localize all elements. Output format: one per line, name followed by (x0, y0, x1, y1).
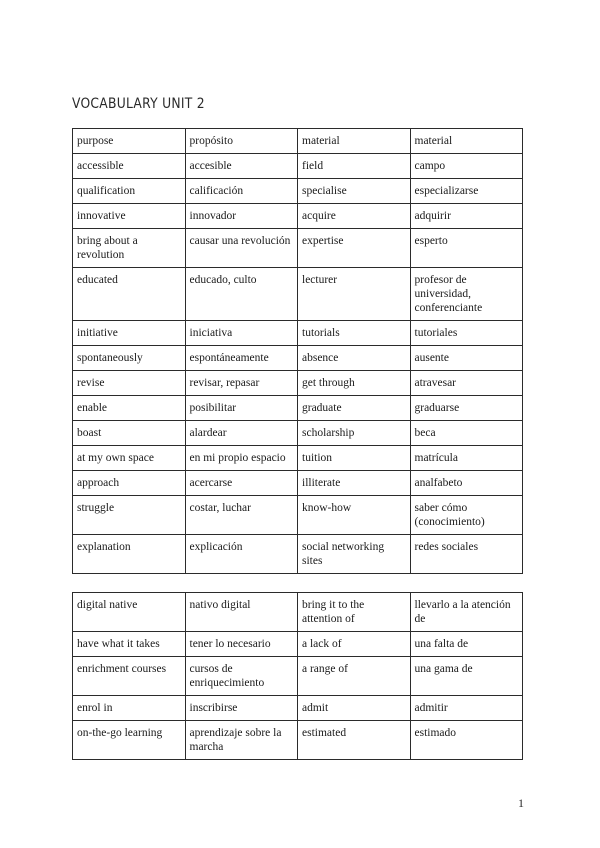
english-term-cell: estimated (298, 721, 411, 760)
english-term-cell: social networking sites (298, 535, 411, 574)
english-term-cell: a lack of (298, 632, 411, 657)
english-term-cell: initiative (73, 321, 186, 346)
spanish-translation-cell: iniciativa (185, 321, 298, 346)
vocabulary-table-2 (72, 592, 523, 760)
spanish-translation-cell: espontáneamente (185, 346, 298, 371)
spanish-translation-cell: educado, culto (185, 268, 298, 321)
english-term-cell: a range of (298, 657, 411, 696)
spanish-translation-cell: nativo digital (185, 593, 298, 632)
spanish-translation-cell: beca (410, 421, 523, 446)
spanish-translation-cell: redes sociales (410, 535, 523, 574)
table-row (73, 154, 523, 179)
spanish-translation-cell: causar una revolución (185, 229, 298, 268)
english-term-cell: qualification (73, 179, 186, 204)
spanish-translation-cell: ausente (410, 346, 523, 371)
table-row (73, 593, 523, 632)
table-row (73, 446, 523, 471)
spanish-translation-cell: en mi propio espacio (185, 446, 298, 471)
spanish-translation-cell: adquirir (410, 204, 523, 229)
spanish-translation-cell: saber cómo (conocimiento) (410, 496, 523, 535)
english-term-cell: enable (73, 396, 186, 421)
vocabulary-table-1 (72, 128, 523, 574)
table-row (73, 346, 523, 371)
english-term-cell: lecturer (298, 268, 411, 321)
spanish-translation-cell: acercarse (185, 471, 298, 496)
english-term-cell: purpose (73, 129, 186, 154)
english-term-cell: explanation (73, 535, 186, 574)
table-row (73, 535, 523, 574)
spanish-translation-cell: aprendizaje sobre la marcha (185, 721, 298, 760)
spanish-translation-cell: inscribirse (185, 696, 298, 721)
table-row (73, 321, 523, 346)
english-term-cell: digital native (73, 593, 186, 632)
table-row (73, 657, 523, 696)
english-term-cell: accessible (73, 154, 186, 179)
english-term-cell: bring about a revolution (73, 229, 186, 268)
english-term-cell: admit (298, 696, 411, 721)
table-row (73, 396, 523, 421)
english-term-cell: struggle (73, 496, 186, 535)
english-term-cell: graduate (298, 396, 411, 421)
table-row (73, 471, 523, 496)
english-term-cell: educated (73, 268, 186, 321)
english-term-cell: acquire (298, 204, 411, 229)
spanish-translation-cell: costar, luchar (185, 496, 298, 535)
table-row (73, 421, 523, 446)
spanish-translation-cell: una falta de (410, 632, 523, 657)
table-row (73, 696, 523, 721)
english-term-cell: boast (73, 421, 186, 446)
english-term-cell: scholarship (298, 421, 411, 446)
page-title: VOCABULARY UNIT 2 (72, 96, 205, 112)
english-term-cell: tutorials (298, 321, 411, 346)
table-row (73, 229, 523, 268)
english-term-cell: on-the-go learning (73, 721, 186, 760)
spanish-translation-cell: esperto (410, 229, 523, 268)
spanish-translation-cell: revisar, repasar (185, 371, 298, 396)
spanish-translation-cell: profesor de universidad, conferenciante (410, 268, 523, 321)
table-row (73, 268, 523, 321)
table-row (73, 371, 523, 396)
spanish-translation-cell: llevarlo a la atención de (410, 593, 523, 632)
spanish-translation-cell: una gama de (410, 657, 523, 696)
english-term-cell: spontaneously (73, 346, 186, 371)
spanish-translation-cell: graduarse (410, 396, 523, 421)
spanish-translation-cell: accesible (185, 154, 298, 179)
english-term-cell: innovative (73, 204, 186, 229)
english-term-cell: tuition (298, 446, 411, 471)
english-term-cell: specialise (298, 179, 411, 204)
spanish-translation-cell: analfabeto (410, 471, 523, 496)
table-row (73, 204, 523, 229)
spanish-translation-cell: material (410, 129, 523, 154)
table-row (73, 496, 523, 535)
english-term-cell: bring it to the attention of (298, 593, 411, 632)
spanish-translation-cell: campo (410, 154, 523, 179)
spanish-translation-cell: propósito (185, 129, 298, 154)
english-term-cell: illiterate (298, 471, 411, 496)
table-row (73, 129, 523, 154)
spanish-translation-cell: innovador (185, 204, 298, 229)
spanish-translation-cell: matrícula (410, 446, 523, 471)
spanish-translation-cell: explicación (185, 535, 298, 574)
english-term-cell: revise (73, 371, 186, 396)
spanish-translation-cell: calificación (185, 179, 298, 204)
page-number: 1 (518, 796, 524, 810)
spanish-translation-cell: admitir (410, 696, 523, 721)
spanish-translation-cell: posibilitar (185, 396, 298, 421)
table-row (73, 632, 523, 657)
spanish-translation-cell: tutoriales (410, 321, 523, 346)
spanish-translation-cell: cursos de enriquecimiento (185, 657, 298, 696)
english-term-cell: material (298, 129, 411, 154)
english-term-cell: enrichment courses (73, 657, 186, 696)
english-term-cell: get through (298, 371, 411, 396)
spanish-translation-cell: atravesar (410, 371, 523, 396)
english-term-cell: approach (73, 471, 186, 496)
table-row (73, 179, 523, 204)
english-term-cell: at my own space (73, 446, 186, 471)
english-term-cell: field (298, 154, 411, 179)
english-term-cell: have what it takes (73, 632, 186, 657)
spanish-translation-cell: tener lo necesario (185, 632, 298, 657)
english-term-cell: expertise (298, 229, 411, 268)
english-term-cell: absence (298, 346, 411, 371)
spanish-translation-cell: estimado (410, 721, 523, 760)
table-row (73, 721, 523, 760)
english-term-cell: know-how (298, 496, 411, 535)
english-term-cell: enrol in (73, 696, 186, 721)
spanish-translation-cell: especializarse (410, 179, 523, 204)
spanish-translation-cell: alardear (185, 421, 298, 446)
